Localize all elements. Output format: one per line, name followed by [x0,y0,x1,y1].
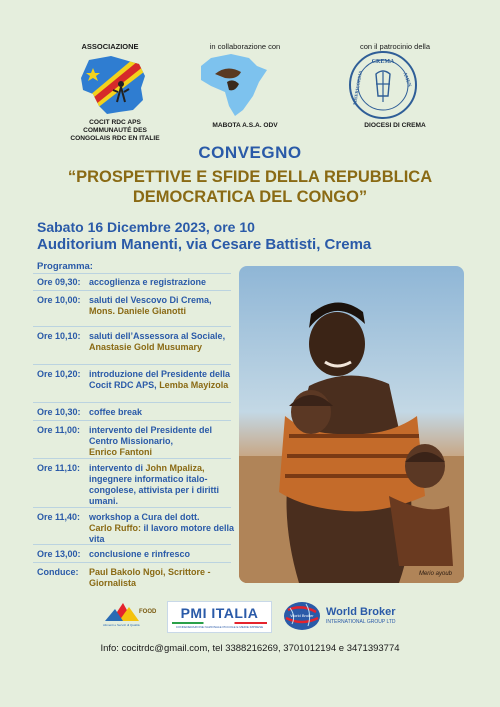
divider [33,290,231,291]
world-broker-title: World Broker [326,606,396,618]
program-speaker: Anastasie Gold Musumary [89,342,203,352]
program-speaker: Enrico Fantoni [89,447,152,457]
org1-line3: CONGOLAIS RDC EN ITALIE [70,135,160,142]
org1-name [60,119,170,143]
program-desc: conclusione e rinfresco [89,549,191,559]
contact-info: Info: cocitrdc@gmail.com, tel 3388216269, 3701012194 e 3471393774 [100,643,400,654]
world-broker-globe-text: World Broker [290,613,314,618]
pmi-italia-logo [167,601,272,633]
program-item [37,425,237,461]
org2-name: MABOTA A.S.A. ODV [212,122,278,129]
org3-name: DIOCESI DI CREMA [364,122,426,129]
program-item [37,331,237,367]
seal-left-text: MISERICORDIA [352,70,364,106]
program-speaker: Mons. Daniele Gianotti [89,306,187,316]
event-date: Sabato 16 Dicembre 2023, ore 10 [37,219,255,235]
world-broker-sub: INTERNATIONAL GROUP LTD [326,619,396,625]
program-speaker: Lemba Mayizola [159,380,229,390]
event-title-line1: “PROSPETTIVE E SFIDE DELLA REPUBBLICA [67,168,433,186]
program-time: Ore 10,10: [37,331,81,341]
program-desc: accoglienza e registrazione [89,277,207,287]
divider [33,273,231,274]
program-desc: introduzione del Presidente della Cocit RDC APS, [89,369,231,390]
program-speaker: John Mpaliza, [145,463,205,473]
divider [33,507,231,508]
divider [33,402,231,403]
patronage-label: con il patrocinio della [359,42,431,51]
event-title [20,167,480,207]
pmi-logo-title: PMI ITALIA [180,605,259,621]
seal-right-text: AMEN [401,71,412,88]
mother-children-photo [239,266,464,583]
association-label: ASSOCIAZIONE [81,42,139,51]
food-logo [103,601,163,631]
program-item [37,277,237,289]
collab-label: in collaborazione con [209,42,281,51]
program-item [37,512,237,548]
program-desc-pre: intervento di [89,463,144,473]
program-item [37,407,237,419]
program-desc: saluti del Vescovo Di Crema, [89,295,212,305]
program-speaker: Carlo Ruffo: [89,523,141,533]
program-time: Ore 09,30: [37,277,81,287]
drc-map-logo [77,54,149,116]
org1-line1: COCIT RDC APS [89,119,141,126]
program-time: Ore 10,00: [37,295,81,305]
program-desc: intervento del Presidente del Centro Missionario, [89,425,213,446]
food-logo-text: FOOD [139,609,157,615]
program-time: Ore 11,40: [37,512,81,522]
italian-flag-stripe [172,622,267,624]
divider [33,364,231,365]
program-item [37,549,237,561]
event-kind: CONVEGNO [198,143,302,162]
program-host: Paul Bakolo Ngoi, Scrittore - Giornalista [89,567,211,588]
divider [33,544,231,545]
program-time: Ore 10,20: [37,369,81,379]
program-desc: saluti dell’Assessora al Sociale, [89,331,226,341]
program-item [37,369,237,405]
program-desc: ingegnere informatico italo-congolese, attivista per i diritti umani. [89,474,220,506]
photo-signature: Merio ayoub [418,571,452,577]
event-title-line2: DEMOCRATICA DEL CONGO” [132,188,368,206]
program-item [37,463,237,511]
program-desc: workshop a Cura del dott. [89,512,200,522]
food-logo-caption: Alimenti e Servizi di Qualità [103,623,140,627]
africa-map-logo [197,52,269,118]
org1-line2: COMMUNAUTÉ DES [83,127,147,134]
program-time: Conduce: [37,567,79,577]
event-venue: Auditorium Manenti, via Cesare Battisti, Crema [37,236,372,253]
divider [33,562,231,563]
pmi-logo-sub: CONFEDERAZIONE NAZIONALE PICCOLE E MEDIE IMPRESE [175,625,264,629]
program-time: Ore 11,00: [37,425,81,435]
program-time: Ore 13,00: [37,549,81,559]
divider [33,458,231,459]
program-title: Programma: [37,261,93,272]
program-desc: coffee break [89,407,143,417]
program-time: Ore 10,30: [37,407,81,417]
seal-top-text: CREMA [371,59,395,65]
world-broker-globe-icon [282,600,322,632]
divider [33,326,231,327]
program-item [37,567,237,591]
diocese-seal-logo [348,50,418,120]
program-desc-post: il lavoro motore della vita [89,523,235,544]
program-time: Ore 11,10: [37,463,81,473]
divider [33,420,231,421]
